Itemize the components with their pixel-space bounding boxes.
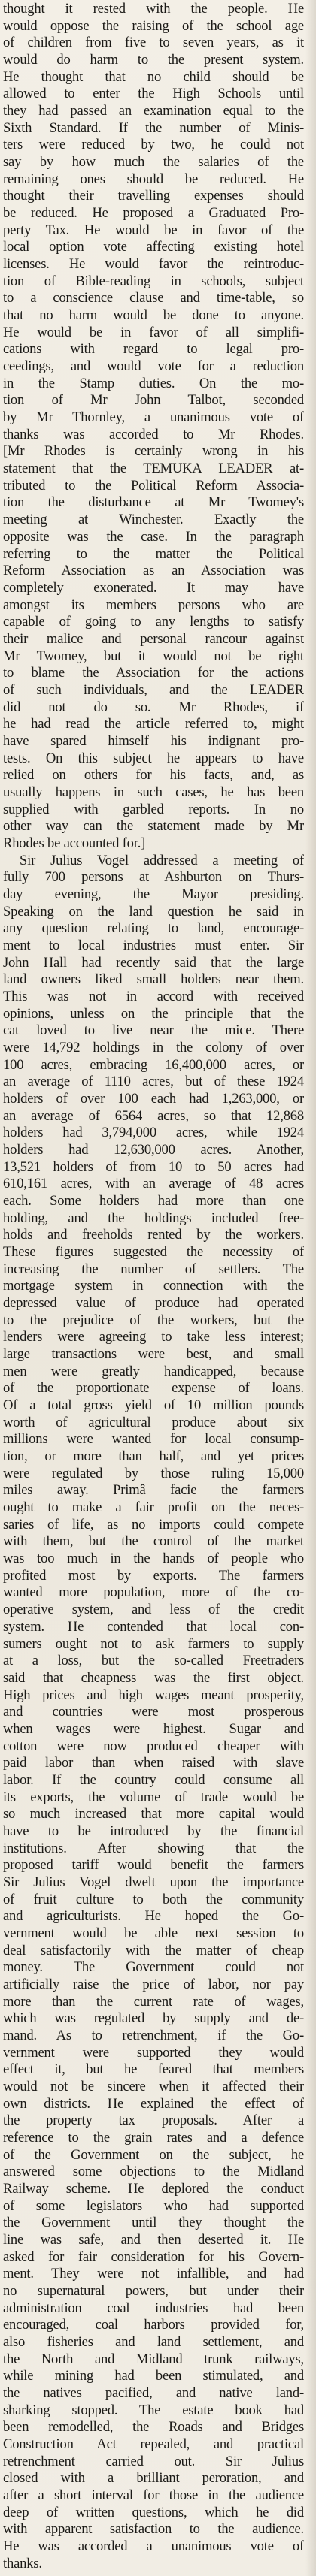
article-line: to blame the Association for the actions: [3, 666, 304, 681]
article-line: money. The Government could not: [3, 1960, 304, 1976]
article-line: the property tax proposals. After a: [3, 2113, 304, 2129]
article-line: holders had 12,630,000 acres. Another,: [3, 1143, 304, 1158]
article-line: tests. On this subject he appears to have: [3, 750, 304, 766]
article-line: would not be sincere when it affected their: [3, 2079, 304, 2094]
article-line: other way can the statement made by Mr: [3, 819, 304, 835]
article-line: thought their travelling expenses should: [3, 189, 304, 204]
article-line: miles away. Primâ facie the farmers: [3, 1483, 304, 1499]
article-line: of such individuals, and the LEADER: [3, 682, 304, 698]
article-line: He was accorded a unanimous vote of: [3, 2539, 304, 2555]
article-line: vernment would be able next session to: [3, 1925, 304, 1941]
article-line: 13,521 holders of from 10 to 50 acres had: [3, 1159, 304, 1175]
article-line: wanted more population, more of the co-: [3, 1585, 304, 1601]
article-line: High prices and high wages meant prosperity,: [3, 1687, 304, 1703]
article-line: reference to the grain rates and a defence: [3, 2130, 304, 2146]
article-line: say by how much the salaries of the: [3, 155, 304, 171]
article-line: answered some objections to the Midland: [3, 2164, 304, 2180]
article-line: at a loss, but the so-called Freetraders: [3, 1653, 304, 1669]
article-line: supplied with garbled reports. In no: [3, 802, 304, 817]
article-line: Of a total gross yield of 10 million pounds: [3, 1398, 304, 1414]
article-line: by Mr Thornley, a unanimous vote of: [3, 410, 304, 426]
article-line: of fruit culture to both the community: [3, 1892, 304, 1907]
article-line: institutions. After showing that the: [3, 1841, 304, 1856]
article-line: have spared himself his indignant pro-: [3, 733, 304, 749]
article-line: tion the disturbance at Mr Twomey's: [3, 495, 304, 511]
article-line: vernment were supported they would: [3, 2045, 304, 2061]
article-line: tributed to the Political Reform Associa-: [3, 478, 304, 494]
article-line: effect it, but he feared that members: [3, 2062, 304, 2078]
article-line: encouraged, coal harbors provided for,: [3, 2318, 304, 2333]
page-edge-shadow: [305, 0, 316, 2576]
article-line: ment to local industries must enter. Sir: [3, 938, 304, 953]
article-line: to the prejudice of the workers, but the: [3, 1312, 304, 1328]
article-line: remaining ones should be reduced. He: [3, 171, 304, 187]
article-line: an average of 1110 acres, but of these 1924: [3, 1074, 304, 1090]
article-line: increasing the number of settlers. The: [3, 1261, 304, 1277]
article-line: tion of Bible-reading in schools, subject: [3, 273, 304, 289]
article-line: closed with a brilliant peroration, and: [3, 2471, 304, 2487]
article-line: men were greatly handicapped, because: [3, 1363, 304, 1379]
article-line: the North and Midland trunk railways,: [3, 2351, 304, 2367]
article-line: artificially raise the price of labor, nor pay: [3, 1977, 304, 1992]
article-line: worth of agricultural produce about six: [3, 1415, 304, 1430]
article-line: did not do so. Mr Rhodes, if: [3, 699, 304, 715]
article-line: John Hall had recently said that the large: [3, 955, 304, 971]
article-line: an average of 6564 acres, so that 12,868: [3, 1108, 304, 1124]
article-line: Sixth Standard. If the number of Minis-: [3, 120, 304, 136]
article-line: he had read the article referred to, might: [3, 717, 304, 732]
article-line: when wages were highest. Sugar and: [3, 1721, 304, 1737]
article-line: system. He contended that local con-: [3, 1619, 304, 1635]
article-line: licenses. He would favor the reintroduc-: [3, 257, 304, 273]
article-line: be reduced. He proposed a Graduated Pro-: [3, 206, 304, 222]
article-line: in the Stamp duties. On the mo-: [3, 376, 304, 391]
article-line: Mr Twomey, but it would not be right: [3, 648, 304, 664]
article-line: also fisheries and land settlement, and: [3, 2335, 304, 2351]
article-line: operative system, and less of the credit: [3, 1602, 304, 1618]
article-line: Construction Act repealed, and practical: [3, 2437, 304, 2453]
article-line: with them, but the control of the market: [3, 1534, 304, 1550]
article-line: its exports, the volume of trade would be: [3, 1789, 304, 1805]
article-line: each. Some holders had more than one: [3, 1194, 304, 1209]
article-line: He would be in favor of all simplifi-: [3, 325, 304, 340]
article-line: they had passed an examination equal to the: [3, 104, 304, 119]
article-line: tion, or more than half, and yet prices: [3, 1449, 304, 1465]
article-line: amongst its members persons who are: [3, 597, 304, 613]
article-line: of the proportionate expense of loans.: [3, 1381, 304, 1397]
article-line: cotton were now produced cheaper with: [3, 1738, 304, 1754]
article-line: thought it rested with the people. He: [3, 2, 304, 17]
article-line: sumers ought not to ask farmers to supply: [3, 1636, 304, 1652]
article-line: while mining had been stimulated, and: [3, 2369, 304, 2384]
article-line: of the Government on the subject, he: [3, 2147, 304, 2163]
article-line: more than the current rate of wages,: [3, 1994, 304, 2010]
article-line: relied on others for his facts, and, as: [3, 768, 304, 784]
article-line: He thought that no child should be: [3, 69, 304, 85]
article-line: and countries were most prosperous: [3, 1705, 304, 1720]
article-line: no supernatural powers, but under their: [3, 2284, 304, 2300]
article-line: would oppose the raising of the school age: [3, 18, 304, 34]
article-line: millions were wanted for local consump-: [3, 1432, 304, 1448]
article-line: usually happens in such cases, he has been: [3, 784, 304, 800]
article-line: perty Tax. He would be in favor of the: [3, 222, 304, 238]
article-line: ought to make a fair profit on the neces-: [3, 1500, 304, 1516]
article-line: of children from five to seven years, as it: [3, 35, 304, 51]
article-line: thanks was accorded to Mr Rhodes.: [3, 427, 304, 442]
article-line: lenders were agreeing to take less interest;: [3, 1330, 304, 1345]
article-line: Railway scheme. He deplored the conduct: [3, 2182, 304, 2197]
article-line: been remodelled, the Roads and Bridges: [3, 2420, 304, 2436]
article-line: any question relating to land, encourage-: [3, 921, 304, 937]
article-line: with apparent satisfaction to the audience.: [3, 2522, 304, 2538]
article-line: thanks.: [3, 2556, 42, 2571]
article-line: land owners liked small holders near them.: [3, 972, 304, 988]
article-line: saries of life, as no imports could compete: [3, 1517, 304, 1533]
article-line: Sir Julius Vogel addressed a meeting of: [20, 853, 304, 868]
article-line: after a short interval for those in the audience: [3, 2488, 304, 2504]
article-line: These figures suggested the necessity of: [3, 1245, 304, 1261]
article-line: fully 700 persons at Ashburton on Thurs-: [3, 870, 304, 886]
article-line: retrenchment carried out. Sir Julius: [3, 2454, 304, 2469]
article-line: 610,161 acres, with an average of 48 acres: [3, 1176, 304, 1192]
article-line: completely exonerated. It may have: [3, 580, 304, 596]
article-line: capable of going to any lengths to satisfy: [3, 615, 304, 630]
article-line: mortgage system in connection with the: [3, 1279, 304, 1294]
article-line: profited most by exports. The farmers: [3, 1568, 304, 1584]
article-line: tion of Mr John Talbot, seconded: [3, 393, 304, 409]
article-line: of some legislators who had supported: [3, 2198, 304, 2214]
article-line: their malice and personal rancour against: [3, 631, 304, 647]
article-line: the Government until they thought the: [3, 2215, 304, 2231]
article-line: referring to the matter the Political: [3, 546, 304, 562]
article-line: would do harm to the present system.: [3, 53, 304, 68]
article-line: holders of over 100 each had 1,263,000, or: [3, 1092, 304, 1107]
article-line: depressed value of produce had operated: [3, 1296, 304, 1312]
article-line: This was not in accord with received: [3, 989, 304, 1004]
article-line: and agriculturists. He hoped the Go-: [3, 1909, 304, 1925]
article-line: Rhodes be accounted for.]: [3, 835, 146, 851]
article-line: Reform Association as an Association was: [3, 563, 304, 579]
article-line: to a conscience clause and time-table, so: [3, 291, 304, 307]
article-line: said that cheapness was the first object.: [3, 1670, 304, 1686]
article-line: labor. If the country could consume all: [3, 1772, 304, 1788]
article-line: proposed tariff would benefit the farmers: [3, 1858, 304, 1874]
article-line: [Mr Rhodes is certainly wrong in his: [3, 444, 304, 460]
article-line: the natives pacified, and native land-: [3, 2386, 304, 2402]
article-line: line was safe, and then deserted it. He: [3, 2233, 304, 2248]
article-line: holds and freeholds rented by the workers.: [3, 1228, 304, 1243]
article-line: Speaking on the land question he said in: [3, 904, 304, 920]
article-line: Sir Julius Vogel dwelt upon the importance: [3, 1874, 304, 1890]
article-line: own districts. He explained the effect of: [3, 2096, 304, 2112]
article-line: were 14,792 holdings in the colony of over: [3, 1040, 304, 1055]
article-line: opinions, unless on the principle that the: [3, 1006, 304, 1022]
article-line: holding, and the holdings included free-: [3, 1210, 304, 1226]
article-line: opposite was the case. In the paragraph: [3, 529, 304, 545]
article-line: 100 acres, embracing 16,400,000 acres, or: [3, 1057, 304, 1073]
article-line: large transactions were best, and small: [3, 1347, 304, 1363]
article-line: holders had 3,794,000 acres, while 1924: [3, 1125, 304, 1141]
article-line: which was regulated by supply and de-: [3, 2011, 304, 2027]
article-line: sharking stopped. The estate book had: [3, 2402, 304, 2418]
article-line: meeting at Winchester. Exactly the: [3, 512, 304, 528]
article-line: was too much in the hands of people who: [3, 1551, 304, 1567]
article-line: deal satisfactorily with the matter of cheap: [3, 1943, 304, 1958]
article-line: that no harm would be done to anyone.: [3, 308, 304, 324]
article-line: day evening, the Mayor presiding.: [3, 886, 304, 902]
article-line: allowed to enter the High Schools until: [3, 86, 304, 102]
article-line: mand. As to retrenchment, if the Go-: [3, 2028, 304, 2043]
article-line: statement that the TEMUKA LEADER at-: [3, 461, 304, 477]
article-column: [3, 2, 304, 2571]
article-line: ters were reduced by two, he could not: [3, 137, 304, 153]
article-line: ment. They were not infallible, and had: [3, 2266, 304, 2282]
article-line: cations with regard to legal pro-: [3, 342, 304, 358]
article-line: local option vote affecting existing hotel: [3, 240, 304, 255]
article-line: have to be introduced by the financial: [3, 1823, 304, 1839]
article-line: so much increased that more capital would: [3, 1807, 304, 1823]
article-line: ceedings, and would vote for a reduction: [3, 359, 304, 375]
article-line: cat loved to live near the mice. There: [3, 1023, 304, 1039]
article-line: asked for fair consideration for his Govern-: [3, 2249, 304, 2265]
article-line: deep of written questions, which he did: [3, 2505, 304, 2520]
article-line: paid labor than when raised with slave: [3, 1756, 304, 1771]
article-line: administration coal industries had been: [3, 2300, 304, 2316]
article-line: were regulated by those ruling 15,000: [3, 1466, 304, 1481]
